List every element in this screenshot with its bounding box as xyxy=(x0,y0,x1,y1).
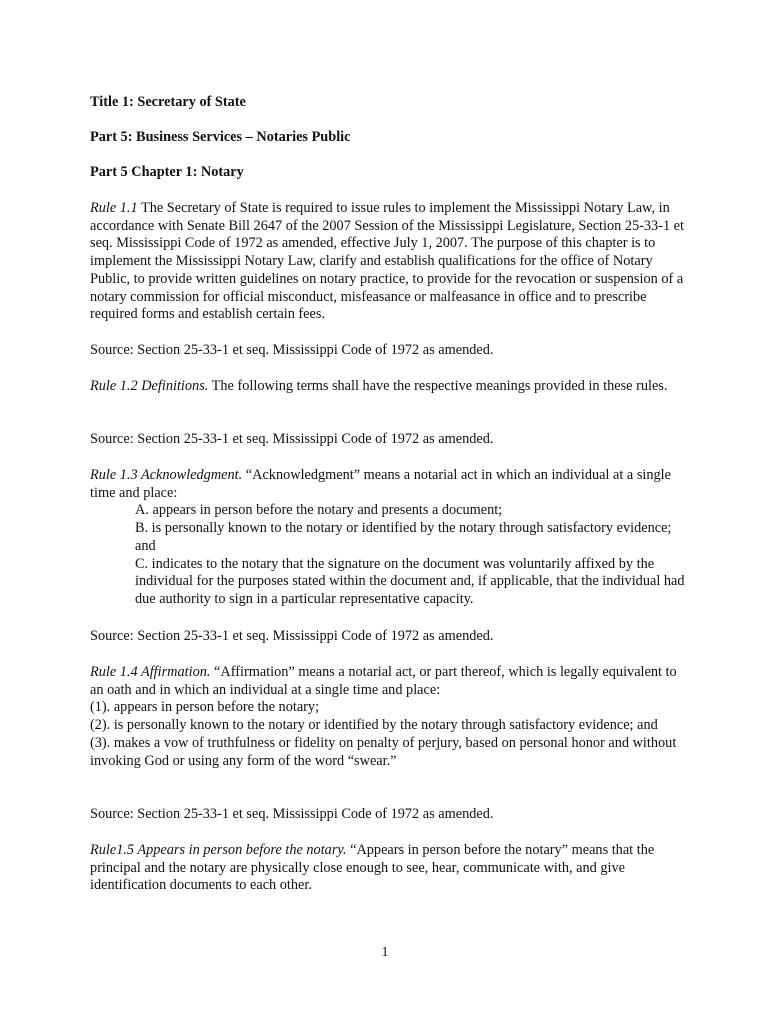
rule-1-5-paragraph xyxy=(90,842,690,895)
rule-1-1-source: Source: Section 25-33-1 et seq. Mississippi Code of 1972 as amended. xyxy=(90,342,494,358)
rule-1-3-paragraph xyxy=(90,467,690,609)
rule-1-4-item: (3). makes a vow of truthfulness or fidelity on penalty of perjury, based on personal honor and without invoking God or using any form of the word “swear.” xyxy=(90,734,677,769)
rule-1-4-item: (1). appears in person before the notary; xyxy=(90,699,320,716)
rule-1-5-body: “Appears in person before the notary” means that the principal and the notary are physically close enough to see, hear, communicate with, and give identification documents to each other. xyxy=(90,842,655,894)
rule-1-2-body: The following terms shall have the respective meanings provided in these rules. xyxy=(208,378,668,394)
rule-1-5-label: Rule1.5 Appears in person before the notary. xyxy=(90,842,347,858)
part-heading: Part 5: Business Services – Notaries Public xyxy=(90,129,351,145)
rule-1-3-item: A. appears in person before the notary and presents a document; xyxy=(135,502,503,519)
rule-1-4-label: Rule 1.4 Affirmation. xyxy=(90,664,211,680)
rule-1-1-label: Rule 1.1 xyxy=(90,200,138,216)
rule-1-4-source: Source: Section 25-33-1 et seq. Mississippi Code of 1972 as amended. xyxy=(90,806,494,822)
chapter-heading: Part 5 Chapter 1: Notary xyxy=(90,164,244,180)
rule-1-3-source: Source: Section 25-33-1 et seq. Mississippi Code of 1972 as amended. xyxy=(90,628,494,644)
rule-1-2-source: Source: Section 25-33-1 et seq. Mississippi Code of 1972 as amended. xyxy=(90,431,494,447)
rule-1-4-item: (2). is personally known to the notary or identified by the notary through satisfactory evidence; and xyxy=(90,717,658,734)
title-heading: Title 1: Secretary of State xyxy=(90,94,246,110)
rule-1-2-label: Rule 1.2 Definitions. xyxy=(90,378,209,394)
rule-1-3-label: Rule 1.3 Acknowledgment. xyxy=(90,467,243,483)
rule-1-3-item: B. is personally known to the notary or identified by the notary through satisfactory evidence; and xyxy=(135,520,672,554)
rule-1-1-body: The Secretary of State is required to issue rules to implement the Mississippi Notary Law, in accordance with Senate Bill 2647 of the 2007 Session of the Mississippi Legislature, Section 25-33-1 et seq. Mississippi Code of 1972 as amended, effective July 1, 2007. The purpose of this chapter is to implement the Mississippi Notary Law, clarify and establish qualifications for the office of Notary Public, to provide written guidelines on notary practice, to provide for the revocation or suspension of a notary commission for official misconduct, misfeasance or malfeasance in office and to prescribe required forms and establish certain fees. xyxy=(90,200,685,323)
rule-1-4-paragraph xyxy=(90,664,690,770)
rule-1-3-item: C. indicates to the notary that the signature on the document was voluntarily affixed by the individual for the purposes stated within the document and, if applicable, that the individual had due authority to sign in a particular representative capacity. xyxy=(135,555,685,607)
page-number: 1 xyxy=(381,945,389,960)
rule-1-4-body: “Affirmation” means a notarial act, or part thereof, which is legally equivalent to an oath and in which an individual at a single time and place: xyxy=(90,664,677,698)
rule-1-1-paragraph xyxy=(90,200,690,324)
rule-1-2-paragraph xyxy=(90,378,690,396)
rule-1-3-body: “Acknowledgment” means a notarial act in which an individual at a single time and place: xyxy=(90,467,671,501)
